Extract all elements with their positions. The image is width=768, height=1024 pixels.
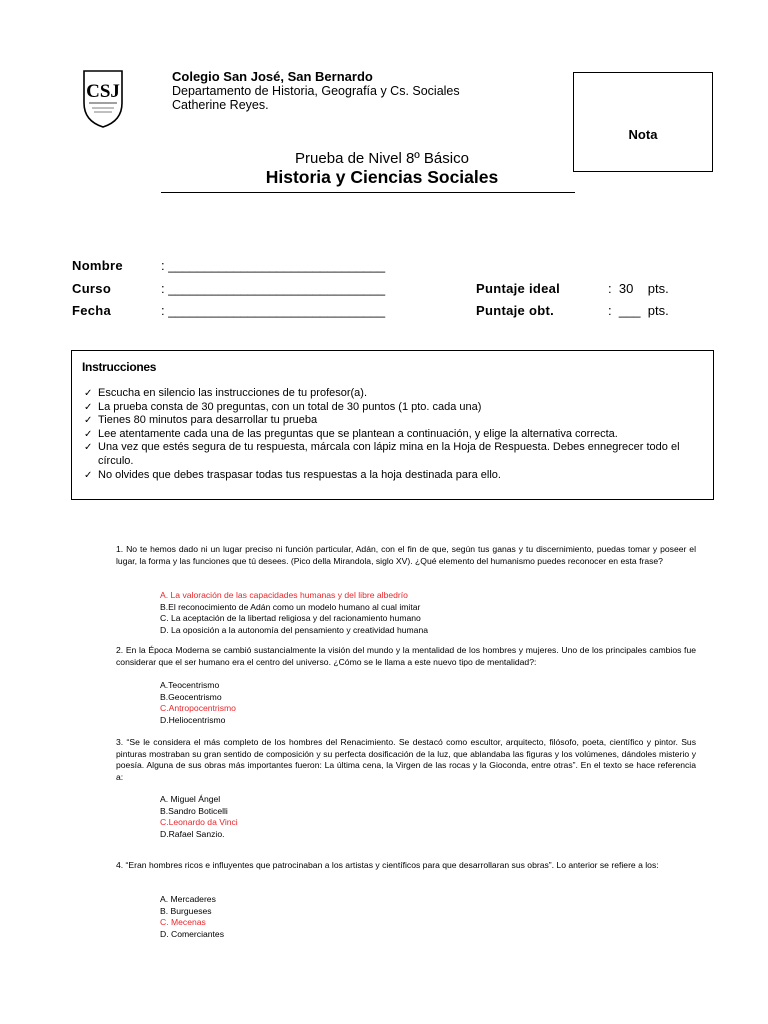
puntaje-obt-field[interactable]: : ___ pts. [608, 303, 669, 318]
checkmark-icon: ✓ [84, 388, 93, 399]
option-a[interactable]: A. Mercaderes [160, 894, 216, 904]
question-1-text: 1. No te hemos dado ni un lugar preciso ni función particular, Adán, con el fin de que, según tus ganas y tu discernimiento, puedas tomar y poseer el lugar, la forma y las funciones que tú desees. (Pico della Mirandola, siglo XV). ¿Qué elemento del humanismo puedes reconocer en esta frase? [116, 544, 696, 566]
list-item: ✓ Lee atentamente cada una de las preguntas que se plantean a continuación, y elige la alternativa correcta. [84, 427, 618, 440]
option-c[interactable]: C. Mecenas [160, 917, 206, 928]
curso-label: Curso [72, 281, 112, 296]
exam-title: Historia y Ciencias Sociales [265, 167, 499, 187]
option-a[interactable]: A.Teocentrismo [160, 680, 220, 690]
checkmark-icon: ✓ [84, 428, 93, 440]
list-item: ✓ Tienes 80 minutos para desarrollar tu prueba [84, 414, 318, 427]
grade-label: Nota [628, 127, 658, 142]
option-b[interactable]: B. Burgueses [160, 905, 212, 916]
exam-subtitle: Prueba de Nivel 8º Básico [295, 150, 469, 167]
checkmark-icon: ✓ [84, 401, 93, 413]
department-name: Departamento de Historia, Geografía y Cs. Sociales [172, 84, 460, 98]
instructions-title: Instrucciones [82, 360, 157, 374]
nombre-label: Nombre [72, 258, 123, 273]
fecha-field[interactable]: : ______________________________ [161, 303, 386, 318]
puntaje-ideal-value: : 30 pts. [608, 281, 669, 296]
checkmark-icon: ✓ [84, 415, 93, 427]
question-3-options [160, 794, 238, 840]
title-underline [161, 192, 575, 193]
question-2-options [160, 680, 236, 726]
puntaje-ideal-label: Puntaje ideal [476, 281, 561, 296]
question-2-text: 2. En la Época Moderna se cambió sustancialmente la visión del mundo y la mentalidad de los hombres y mujeres. Uno de los principales cambios fue considerar que el ser humano era el centro del universo. ¿Cómo se le llama a este nuevo tipo de mentalidad?: [116, 645, 696, 667]
option-a[interactable]: A. Miguel Ángel [160, 794, 221, 804]
option-b[interactable]: B.El reconocimiento de Adán como un modelo humano al cual imitar [160, 601, 421, 612]
option-d[interactable]: D.Heliocentrismo [160, 714, 226, 725]
puntaje-obt-label: Puntaje obt. [476, 303, 554, 318]
option-b[interactable]: B.Geocentrismo [160, 691, 222, 702]
option-d[interactable]: D.Rafael Sanzio. [160, 828, 225, 839]
logo-monogram: CSJ [86, 81, 120, 102]
option-c[interactable]: C.Antropocentrismo [160, 703, 236, 714]
checkmark-icon: ✓ [84, 469, 93, 481]
curso-field[interactable]: : ______________________________ [161, 281, 386, 296]
school-header [172, 70, 460, 112]
instructions-box [71, 350, 714, 500]
question-3-text: 3. “Se le considera el más completo de los hombres del Renacimiento. Se destacó como escultor, arquitecto, filósofo, poeta, científico y pintor. Sus pinturas mostraban su gran sentido de composición y su perfecta dosificación de la luz, que ablandaba las figuras y los volúmenes, dándoles misterio y poesía. Alguna de sus obras más importantes fueron: La última cena, la Virgen de las rocas y la Gioconda, entre otras”. En el texto se hace referencia a: [116, 737, 696, 782]
question-4-text: 4. “Eran hombres ricos e influyentes que patrocinaban a los artistas y científicos para que desarrollaran sus obras”. Lo anterior se refiere a los: [116, 860, 659, 870]
teacher-name: Catherine Reyes. [172, 98, 269, 112]
nombre-field[interactable]: : ______________________________ [161, 258, 386, 273]
checkmark-icon: ✓ [84, 442, 93, 454]
list-item: ✓ La prueba consta de 30 preguntas, con un total de 30 puntos (1 pto. cada una) [84, 400, 482, 413]
fecha-label: Fecha [72, 303, 112, 318]
school-name: Colegio San José, San Bernardo [172, 69, 373, 84]
list-item: ✓ Escucha en silencio las instrucciones de tu profesor(a). [84, 387, 368, 399]
option-b[interactable]: B.Sandro Boticelli [160, 805, 228, 816]
option-c[interactable]: C.Leonardo da Vinci [160, 817, 238, 828]
instructions-list [84, 387, 705, 482]
option-d[interactable]: D. La oposición a la autonomía del pensamiento y creatividad humana [160, 624, 429, 635]
option-c[interactable]: C. La aceptación de la libertad religiosa y del racionamiento humano [160, 613, 421, 624]
school-logo [80, 65, 126, 129]
list-item: ✓ No olvides que debes traspasar todas tus respuestas a la hoja destinada para ello. [84, 468, 501, 481]
list-item: ✓ Una vez que estés segura de tu respuesta, márcala con lápiz mina en la Hoja de Respuesta. Debes ennegrecer todo el círculo. [84, 441, 680, 467]
option-d[interactable]: D. Comerciantes [160, 928, 224, 939]
option-a[interactable]: A. La valoración de las capacidades humanas y del libre albedrío [160, 590, 408, 600]
question-1-options [160, 590, 428, 636]
question-4-options [160, 894, 224, 940]
